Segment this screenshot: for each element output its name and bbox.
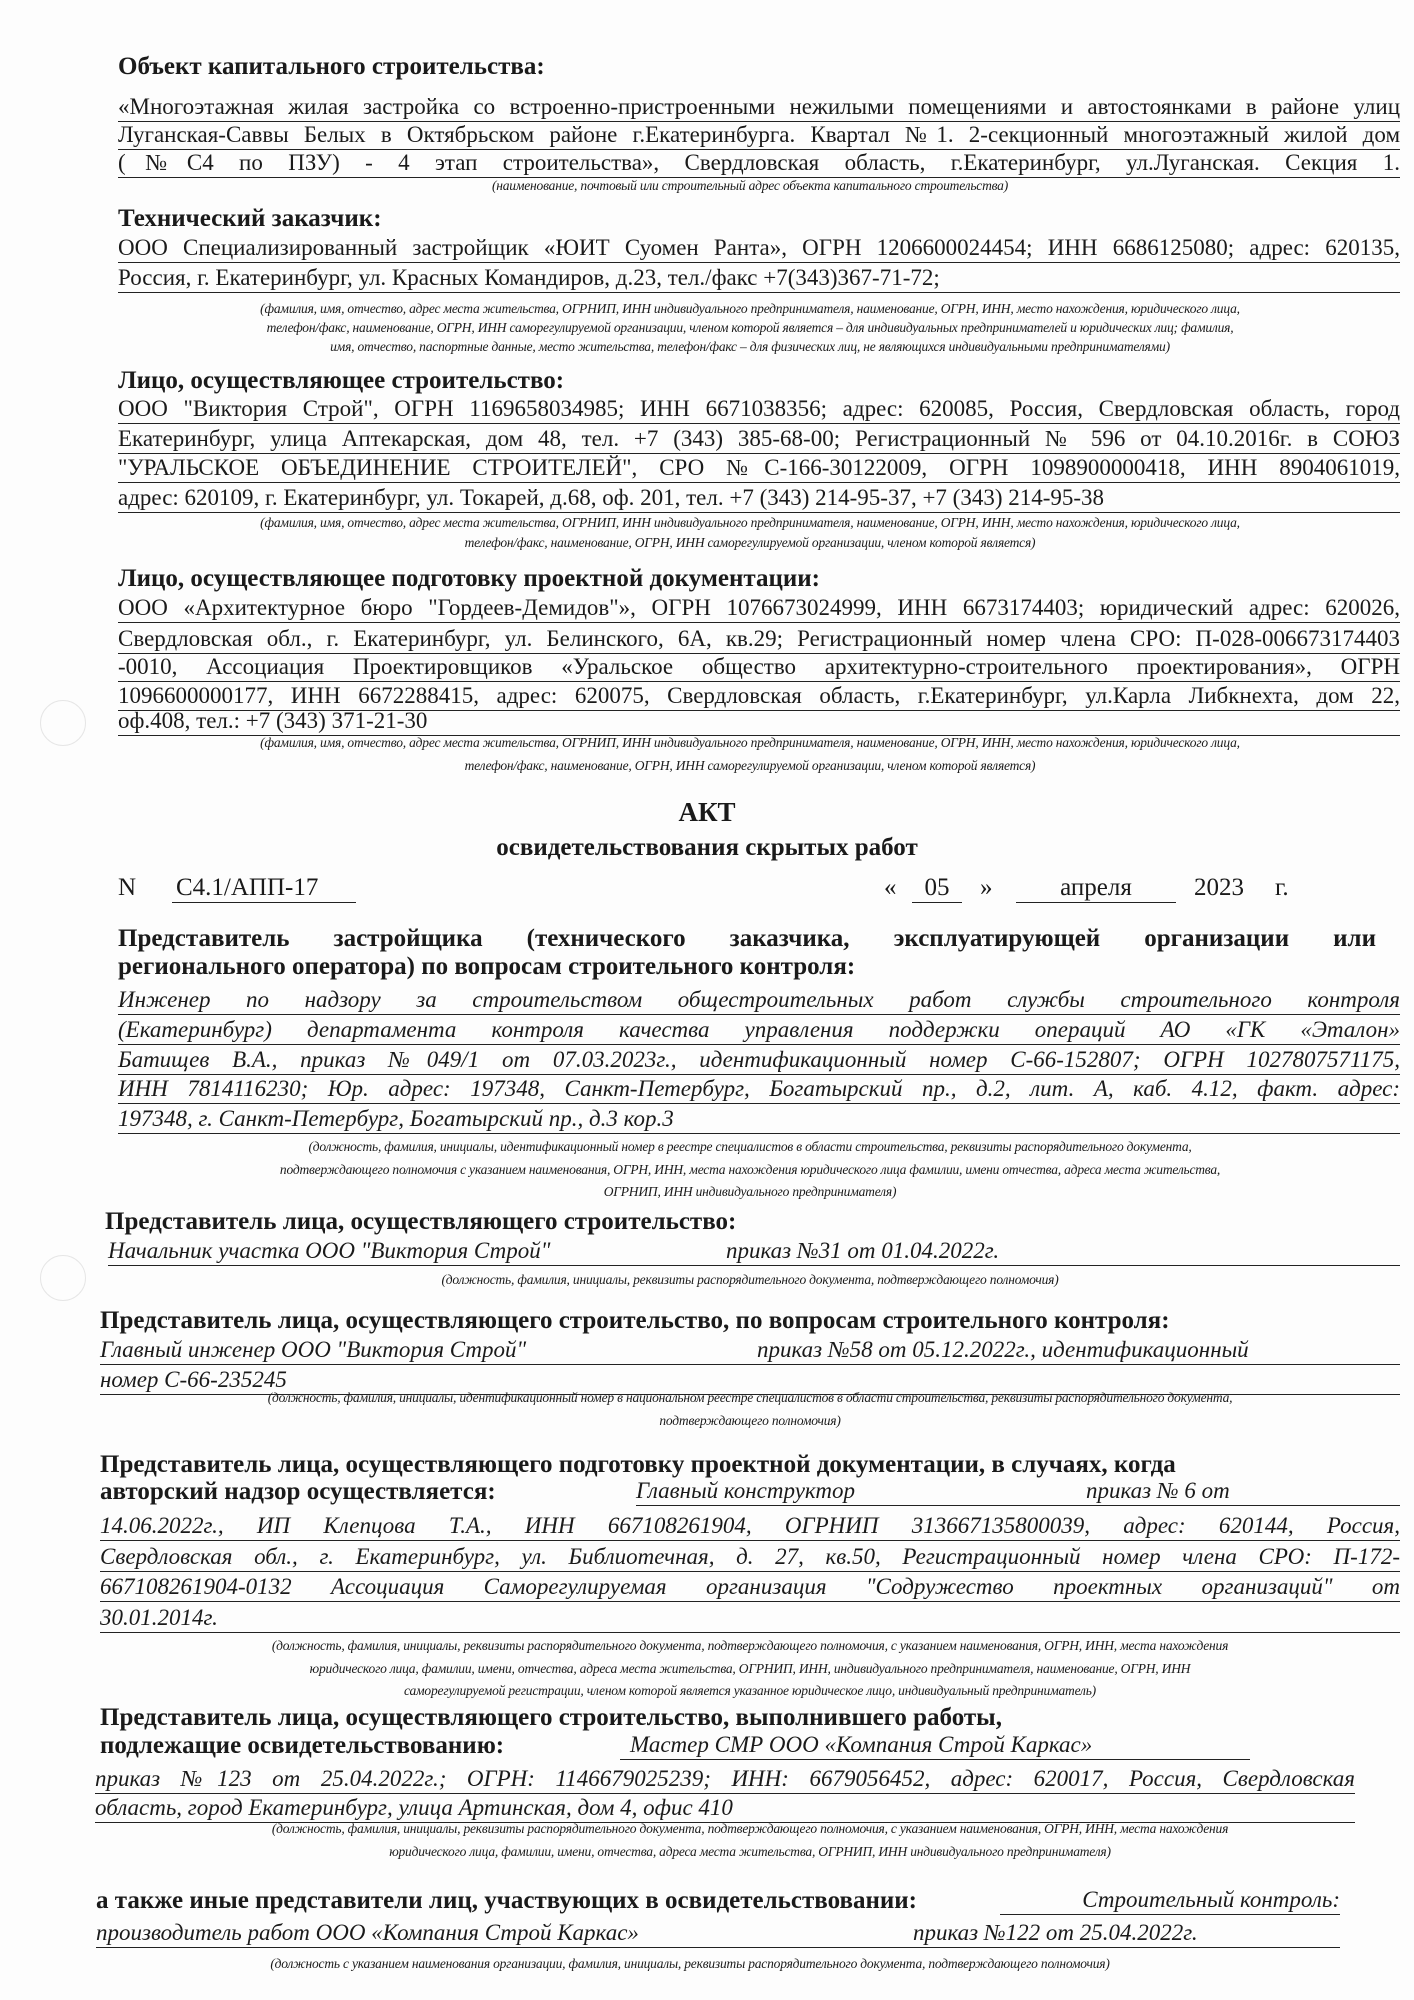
caption: имя, отчество, паспортные данные, место жительства, телефон/факс – для физических лиц, не являющихся индивидуальными предпринимателями): [330, 339, 1170, 354]
text-line: ООО Специализированный застройщик «ЮИТ Суомен Ранта», ОГРН 1206600024454; ИНН 6686125080; адрес: 620135,: [118, 234, 1400, 263]
caption: (наименование, почтовый или строительный адрес объекта капитального строительства): [491, 178, 1009, 193]
position: Главный инженер ООО "Виктория Строй": [100, 1337, 527, 1362]
caption: телефон/факс, наименование, ОГРН, ИНН саморегулируемой организации, членом которой является): [464, 758, 1036, 773]
caption: юридического лица, фамилии, имени, отчества, адреса места жительства, ОГРНИП, ИНН, индивидуального предпринимателя, наименование, ОГРН, ИНН: [309, 1661, 1191, 1676]
text-line: (Екатеринбург) департамента контроля качества управления поддержки операций АО «ГК «Эталон»: [118, 1016, 1400, 1045]
text-line: область, город Екатеринбург, улица Артинская, дом 4, офис 410: [95, 1794, 1355, 1823]
section-heading: а также иные представители лиц, участвующих в освидетельствовании:: [96, 1887, 917, 1914]
position: Начальник участка ООО "Виктория Строй": [108, 1238, 551, 1263]
section-heading: подлежащие освидетельствованию:: [100, 1732, 505, 1759]
text-line: Луганская-Саввы Белых в Октябрьском районе г.Екатеринбурга. Квартал №1. 2-секционный многоэтажный жилой дом: [118, 121, 1400, 150]
text-line: [100, 1336, 1400, 1365]
caption: телефон/факс, наименование, ОГРН, ИНН саморегулируемой организации, членом которой является): [464, 535, 1036, 550]
text-line: 1096600000177, ИНН 6672288415, адрес: 620075, Свердловская область, г.Екатеринбург, ул.Карла Либкнехта, дом 22,: [118, 682, 1400, 711]
section-heading: Представитель лица, осуществляющего строительство:: [105, 1208, 737, 1235]
year-suffix: г.: [1275, 874, 1289, 901]
text-line: ИНН 7814116230; Юр. адрес: 197348, Санкт-Петербург, Богатырский пр., д.2, лит. А, каб. 4.12, факт. адрес:: [118, 1075, 1400, 1104]
caption: (должность, фамилия, инициалы, реквизиты распорядительного документа, подтверждающего полномочия, с указанием наименования, ОГРН, ИНН, места нахождения: [271, 1638, 1229, 1653]
section-heading: авторский надзор осуществляется:: [100, 1478, 496, 1505]
section-heading: Лицо, осуществляющее подготовку проектной документации:: [118, 565, 820, 592]
text-line: приказ №123 от 25.04.2022г.; ОГРН: 1146679025239; ИНН: 6679056452, адрес: 620017, Россия, Свердловская: [95, 1765, 1355, 1794]
punch-hole: [40, 700, 86, 746]
text-line: Батищев В.А., приказ №049/1 от 07.03.2023г., идентификационный номер С-66-152807; ОГРН 1027807571175,: [118, 1046, 1400, 1075]
act-month: апреля: [1016, 874, 1176, 903]
text-line: (№С4 по ПЗУ) - 4 этап строительства», Свердловская область, г.Екатеринбург, ул.Луганская. Секция 1.: [118, 149, 1400, 178]
caption: подтверждающего полномочия): [659, 1413, 841, 1428]
section-heading: регионального оператора) по вопросам строительного контроля:: [118, 953, 856, 980]
text-line: Инженер по надзору за строительством общестроительных работ службы строительного контроля: [118, 986, 1400, 1015]
caption: (должность, фамилия, инициалы, реквизиты распорядительного документа, подтверждающего полномочия, с указанием наименования, ОГРН, ИНН, места нахождения: [271, 1821, 1229, 1836]
caption: юридического лица, фамилии, имени, отчества, адреса места жительства, ОГРНИП, ИНН индивидуального предпринимателя): [389, 1844, 1111, 1859]
text-line: [108, 1237, 1400, 1266]
caption: (фамилия, имя, отчество, адрес места жительства, ОГРНИП, ИНН индивидуального предпринимателя, наименование, ОГРН, ИНН, место нахождения, юридического лица,: [260, 301, 1240, 316]
text-line: «Многоэтажная жилая застройка со встроенно-пристроенными нежилыми помещениями и автостоянками в районе улиц: [118, 93, 1400, 122]
text-line: [636, 1477, 1400, 1506]
text-line: оф.408, тел.: +7 (343) 371-21-30: [118, 707, 1400, 736]
text-line: Свердловская обл., г. Екатеринбург, ул. Библиотечная, д. 27, кв.50, Регистрационный номер члена СРО: П-172-: [100, 1543, 1400, 1572]
caption: (фамилия, имя, отчество, адрес места жительства, ОГРНИП, ИНН индивидуального предпринимателя, наименование, ОГРН, ИНН, место нахождения, юридического лица,: [260, 735, 1240, 750]
text-line: 197348, г. Санкт-Петербург, Богатырский пр., д.3 кор.3: [118, 1105, 1400, 1134]
caption: (должность, фамилия, инициалы, идентификационный номер в реестре специалистов в области строительства, реквизиты распорядительного документа,: [308, 1139, 1192, 1154]
text-line: -0010, Ассоциация Проектировщиков «Уральское общество архитектурно-строительного проектирования», ОГРН: [118, 653, 1400, 682]
caption: ОГРНИП, ИНН индивидуального предпринимателя): [603, 1184, 897, 1199]
quote-open: «: [884, 874, 897, 901]
order: приказ №58 от 05.12.2022г., идентификационный: [757, 1337, 1249, 1362]
text-line: "УРАЛЬСКОЕ ОБЪЕДИНЕНИЕ СТРОИТЕЛЕЙ", СРО №С-166-30122009, ОГРН 1098900000418, ИНН 8904061019,: [118, 454, 1400, 483]
position: производитель работ ООО «Компания Строй Каркас»: [96, 1920, 639, 1945]
punch-hole: [40, 1255, 86, 1301]
number-label: N: [118, 874, 137, 901]
caption: (должность, фамилия, инициалы, реквизиты распорядительного документа, подтверждающего полномочия): [441, 1272, 1059, 1287]
caption: саморегулируемой регистрации, членом которой является указанное юридическое лицо, индивидуальный предприниматель): [404, 1683, 1096, 1698]
caption: (должность, фамилия, инициалы, идентификационный номер в национальном реестре специалистов в области строительства, реквизиты распорядительного документа,: [267, 1390, 1233, 1405]
section-heading: Представитель лица, осуществляющего строительство, выполнившего работы,: [100, 1704, 1002, 1731]
text-line: 30.01.2014г.: [100, 1604, 1400, 1633]
text-line: [96, 1919, 1340, 1948]
role: Строительный контроль:: [1000, 1886, 1340, 1915]
section-heading: Представитель застройщика (технического заказчика, эксплуатирующей организации или: [118, 925, 1376, 952]
act-subtitle: освидетельствования скрытых работ: [496, 834, 918, 861]
section-heading: Лицо, осуществляющее строительство:: [118, 367, 565, 394]
order: приказ №122 от 25.04.2022г.: [913, 1920, 1198, 1945]
act-year: 2023: [1194, 874, 1244, 901]
text-line: Россия, г. Екатеринбург, ул. Красных Командиров, д.23, тел./факс +7(343)367-71-72;: [118, 264, 1400, 293]
caption: (фамилия, имя, отчество, адрес места жительства, ОГРНИП, ИНН индивидуального предпринимателя, наименование, ОГРН, ИНН, место нахождения, юридического лица,: [260, 515, 1240, 530]
caption: (должность с указанием наименования организации, фамилия, инициалы, реквизиты распорядительного документа, подтверждающего полномочия): [270, 1956, 1110, 1971]
section-heading: Объект капитального строительства:: [118, 53, 545, 80]
caption: подтверждающего полномочия с указанием наименования, ОГРН, ИНН, места нахождения юридического лица фамилии, имени отчества, адреса места жительства,: [279, 1162, 1221, 1177]
order: приказ №31 от 01.04.2022г.: [726, 1238, 1000, 1263]
act-day: 05: [912, 874, 962, 903]
section-heading: Представитель лица, осуществляющего подготовку проектной документации, в случаях, когда: [100, 1451, 1176, 1478]
position: Мастер СМР ООО «Компания Строй Каркас»: [620, 1731, 1250, 1760]
text-line: номер С-66-235245: [100, 1366, 1400, 1395]
text-line: ООО "Виктория Строй", ОГРН 1169658034985; ИНН 6671038356; адрес: 620085, Россия, Свердловская область, город: [118, 395, 1400, 424]
text-line: Екатеринбург, улица Аптекарская, дом 48, тел. +7 (343) 385-68-00; Регистрационный № 596 от 04.10.2016г. в СОЮЗ: [118, 425, 1400, 454]
caption: телефон/факс, наименование, ОГРН, ИНН саморегулируемой организации, членом которой является – для индивидуальных предпринимателей и юридических лиц; фамилия,: [266, 320, 1234, 335]
position: Главный конструктор: [636, 1478, 855, 1503]
text-line: 667108261904-0132 Ассоциация Саморегулируемая организация "Содружество проектных организаций" от: [100, 1573, 1400, 1602]
section-heading: Представитель лица, осуществляющего строительство, по вопросам строительного контроля:: [100, 1307, 1170, 1334]
act-number: С4.1/АПП-17: [172, 874, 356, 903]
text-line: Свердловская обл., г. Екатеринбург, ул. Белинского, 6А, кв.29; Регистрационный номер члена СРО: П-028-006673174403: [118, 625, 1400, 654]
text-line: ООО «Архитектурное бюро "Гордеев-Демидов"», ОГРН 1076673024999, ИНН 6673174403; юридический адрес: 620026,: [118, 594, 1400, 623]
act-title: АКТ: [678, 797, 736, 827]
text-line: адрес: 620109, г. Екатеринбург, ул. Токарей, д.68, оф. 201, тел. +7 (343) 214-95-37, +7 (343) 214-95-38: [118, 484, 1400, 513]
order: приказ № 6 от: [1086, 1478, 1230, 1503]
section-heading: Технический заказчик:: [118, 205, 382, 232]
text-line: 14.06.2022г., ИП Клепцова Т.А., ИНН 667108261904, ОГРНИП 313667135800039, адрес: 620144, Россия,: [100, 1512, 1400, 1541]
quote-close: »: [980, 874, 993, 901]
